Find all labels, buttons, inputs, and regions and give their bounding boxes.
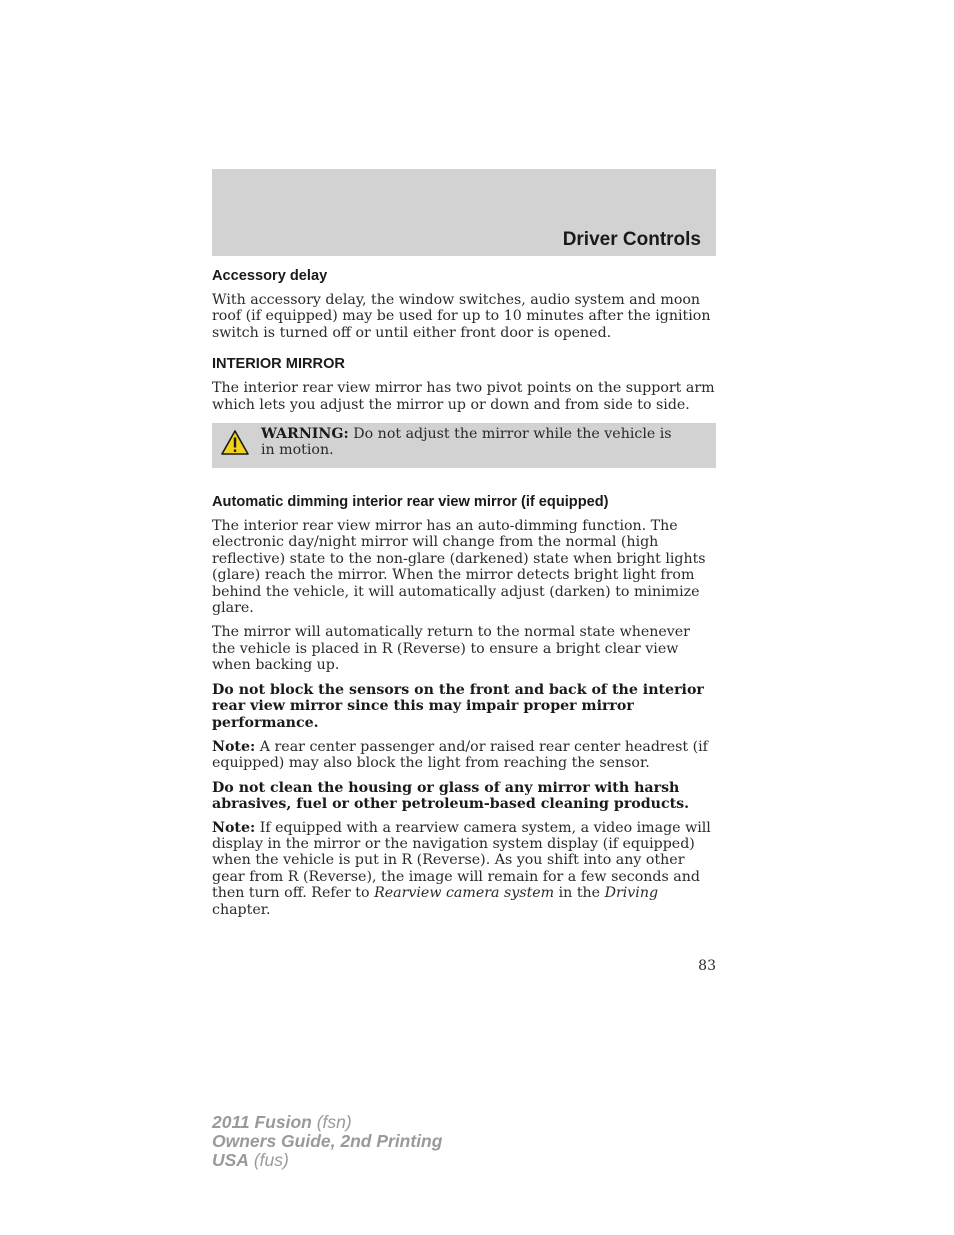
auto-dimming-para-1: The interior rear view mirror has an auto-dimming function. The electronic day/night mirror will change from the normal (high reflective) state to the non-glare (darkened) state when bright lights (glare) reach the mirror. When the mirror detects bright light from behind the vehicle, it will automatically adjust (darken) to minimize glare. [212, 518, 706, 617]
note-label: Note: [212, 819, 256, 836]
footer-market-code: (fus) [248, 1150, 289, 1170]
warning-label: WARNING: [261, 426, 349, 443]
warning-triangle-icon [220, 429, 250, 456]
rearview-camera-reference: Rearview camera system [374, 885, 555, 902]
footer-model-code: (fsn) [311, 1112, 352, 1132]
note-camera [212, 820, 716, 918]
chapter-title: Driver Controls [562, 229, 701, 250]
driving-chapter-reference: Driving [604, 885, 659, 902]
accessory-delay-text: With accessory delay, the window switches, audio system and moon roof (if equipped) may be used for up to 10 minutes after the ignition switch is turned off or until either front door is opened. [212, 292, 711, 341]
footer-model: 2011 Fusion [212, 1112, 312, 1132]
interior-mirror-text: The interior rear view mirror has two pivot points on the support arm which lets you adjust the mirror up or down and from side to side. [212, 380, 715, 413]
note-label: Note: [212, 738, 256, 755]
page-content [212, 268, 716, 918]
footer-line-1 [212, 1113, 442, 1132]
auto-dimming-heading: Automatic dimming interior rear view mirror (if equipped) [212, 494, 609, 511]
warning-box [212, 423, 716, 468]
warning-text [261, 426, 686, 459]
warning-message: Do not adjust the mirror while the vehicle is in motion. [261, 426, 672, 459]
note-camera-text: If equipped with a rearview camera system, a video image will display in the mirror or the navigation system display (if equipped) when the vehicle is put in R (Reverse). As you shift into any other gear from R (Reverse), the image will remain for a few seconds and then turn off. Refer to [212, 819, 711, 902]
cleaning-caution-text: Do not clean the housing or glass of any mirror with harsh abrasives, fuel or other petroleum-based cleaning products. [212, 779, 690, 813]
sensor-caution-text: Do not block the sensors on the front and back of the interior rear view mirror since this may impair proper mirror performance. [212, 681, 704, 731]
page-number: 83 [698, 958, 716, 974]
footer-line-3 [212, 1151, 442, 1170]
chapter-header-band [212, 169, 716, 256]
accessory-delay-heading: Accessory delay [212, 268, 328, 284]
document-footer [212, 1113, 442, 1170]
footer-market: USA [212, 1150, 249, 1170]
note-headrest [212, 739, 716, 772]
interior-mirror-heading: INTERIOR MIRROR [212, 356, 345, 373]
note-headrest-text: A rear center passenger and/or raised rear center headrest (if equipped) may also block the light from reaching the sensor. [212, 738, 708, 772]
auto-dimming-para-2: The mirror will automatically return to the normal state whenever the vehicle is placed in R (Reverse) to ensure a bright clear view when backing up. [212, 624, 690, 674]
footer-line-2: Owners Guide, 2nd Printing [212, 1131, 443, 1151]
note-camera-mid: in the [554, 885, 605, 902]
note-camera-end: chapter. [212, 901, 271, 918]
